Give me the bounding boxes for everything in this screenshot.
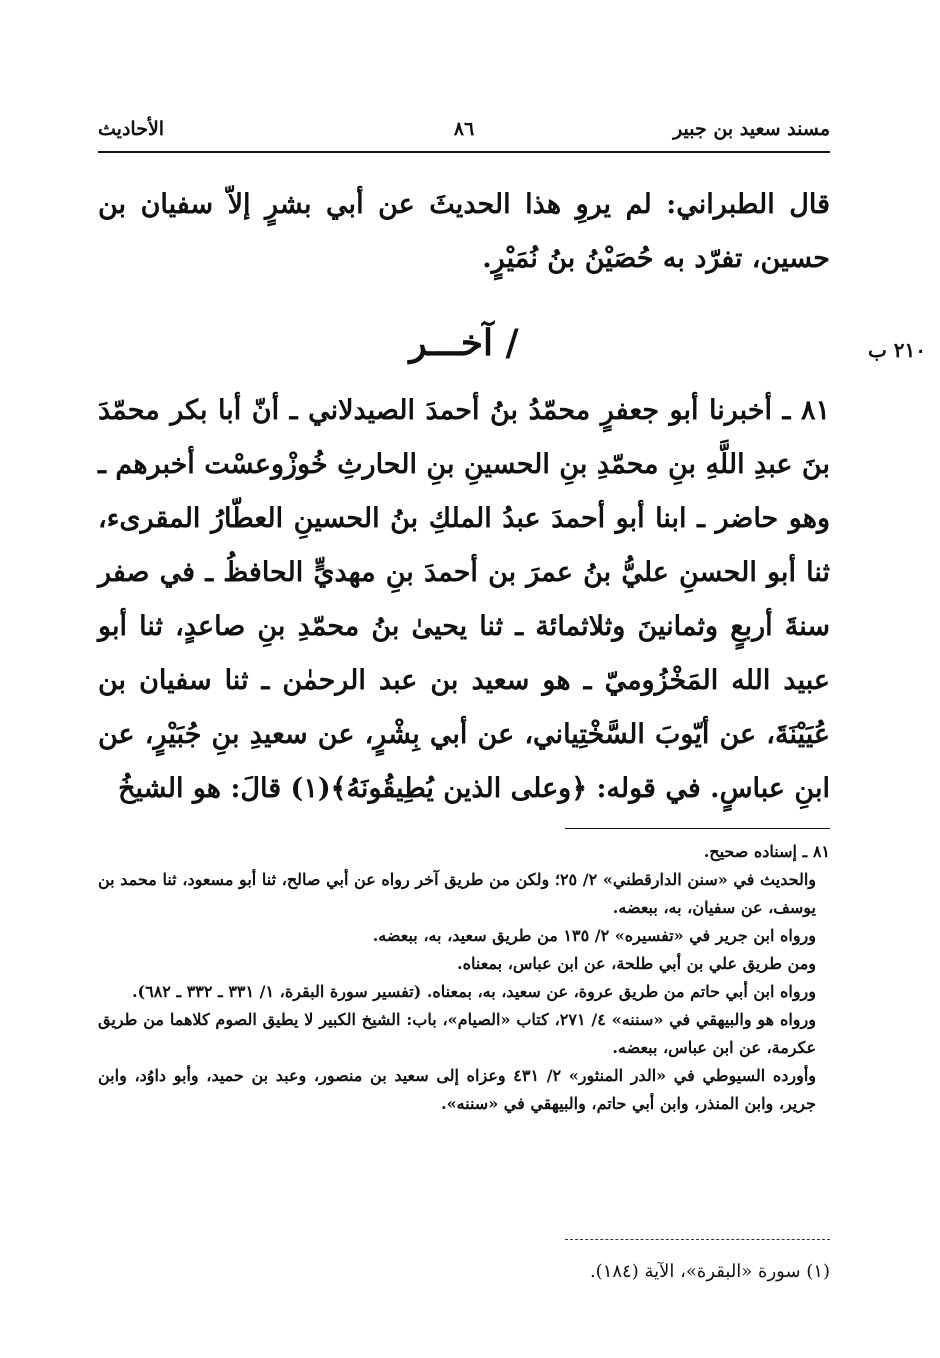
footnote: (١) سورة «البقرة»، الآية (١٨٤). — [589, 1261, 830, 1282]
intro-paragraph: قال الطبراني: لم يروِ هذا الحديثَ عن أبي بشرٍ إلاّ سفيان بن حسين، تفرّد به حُصَيْنُ بنُ نُمَيْرٍ. — [98, 189, 830, 274]
running-header — [98, 118, 830, 152]
section-title: / آخـــر — [409, 322, 519, 364]
page-number: ٨٦ — [453, 118, 475, 140]
book-title: مسند سعيد بن جبير — [673, 118, 830, 140]
takhrij-notes — [98, 838, 830, 1118]
note-line: ٨١ ـ إسناده صحيح. — [703, 842, 830, 861]
header-rule — [98, 151, 830, 153]
note-line: ورواه ابن جرير في «تفسيره» ٢/ ١٣٥ من طريق سعيد، به، ببعضه. — [372, 926, 816, 945]
footnote-separator — [565, 1239, 830, 1240]
hadith-text: ٨١ ـ أخبرنا أبو جعفرٍ محمّدُ بنُ أحمدَ الصيدلاني ـ أنّ أبا بكر محمّدَ بنَ عبدِ اللَّهِ بنِ محمّدِ بنِ الحسينِ بنِ الحارثِ خُوزْوعسْت أخبرهم ـ وهو حاضر ـ ابنا أبو أحمدَ عبدُ الملكِ بنُ الحسينِ العطّارُ المقرىء، ثنا أبو الحسنِ عليُّ بنُ عمرَ بن أحمدَ بنِ مهديٍّ الحافظُ ـ في صفر سنةَ أربعٍ وثمانينَ وثلاثمائة ـ ثنا يحيىٰ بنُ محمّدِ بنِ صاعدٍ، ثنا أبو عبيد الله المَخْزُوميّ ـ هو سعيد بن عبد الرحمٰن ـ ثنا سفيان بن عُيَيْنَةَ، عن أيّوبَ السَّخْتِياني، عن أبي بِشْرٍ، عن سعيدِ بنِ جُبَيْرٍ، عن ابنِ عباسٍ. في قوله: ﴿وعلى الذين يُطِيقُونَهُ﴾(١) قالَ: هو الشيخُ — [98, 395, 830, 804]
manuscript-folio-note: ٢١٠ ب — [867, 338, 926, 362]
note-line: والحديث في «سنن الدارقطني» ٢/ ٢٥؛ ولكن من طريق آخر رواه عن أبي صالح، ثنا أبو مسعود، ثنا محمد بن يوسف، عن سفيان، به، ببعضه. — [98, 870, 816, 917]
note-line: ومن طريق علي بن أبي طلحة، عن ابن عباس، بمعناه. — [457, 954, 816, 973]
note-line: ورواه هو والبيهقي في «سننه» ٤/ ٢٧١، كتاب «الصيام»، باب: الشيخ الكبير لا يطيق الصوم كلاهما من طريق عكرمة، عن ابن عباس، ببعضه. — [98, 1010, 816, 1057]
note-line: ورواه ابن أبي حاتم من طريق عروة، عن سعيد، به، بمعناه. (تفسير سورة البقرة، ١/ ٣٣١ ـ ٣٣٢ ـ ٦٨٢). — [131, 982, 816, 1001]
notes-rule — [565, 828, 830, 829]
section-name: الأحاديث — [98, 118, 165, 140]
note-line: وأورده السيوطي في «الدر المنثور» ٢/ ٤٣١ وعزاه إلى سعيد بن منصور، وعبد بن حميد، وأبو داوُد، وابن جرير، وابن المنذر، وابن أبي حاتم، والبيهقي في «سننه». — [98, 1066, 816, 1113]
